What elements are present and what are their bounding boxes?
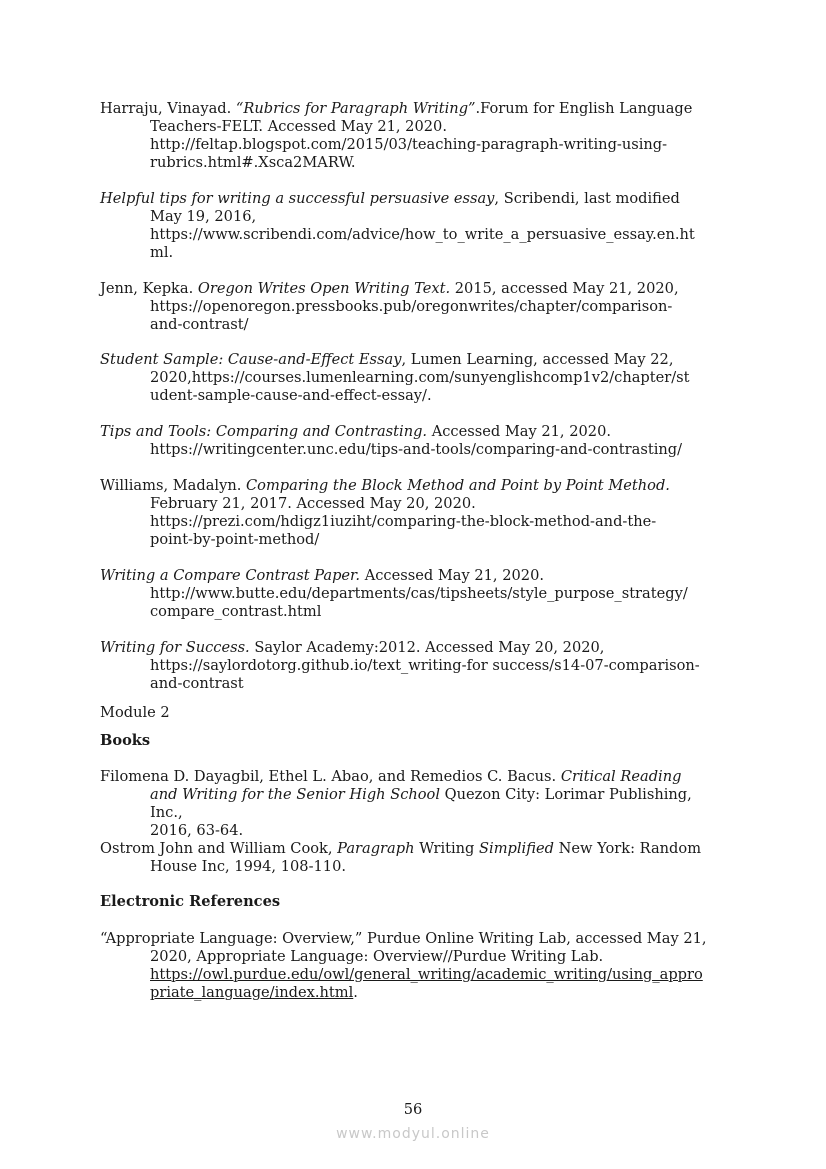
- reference-line: [100, 226, 728, 244]
- reference-text: https://www.scribendi.com/advice/how_to_write_a_persuasive_essay.en.ht: [150, 226, 695, 243]
- reference-line: [100, 675, 728, 693]
- reference-title: Student Sample: Cause-and-Effect Essay: [100, 351, 402, 368]
- reference-text: 2016, 63-64.: [150, 822, 244, 839]
- reference-line: [100, 190, 728, 208]
- reference-title: Critical Reading: [560, 768, 682, 785]
- reference-text: , Scribendi, last modified: [494, 190, 680, 207]
- reference-link[interactable]: https://owl.purdue.edu/owl/general_writing/academic_writing/using_appro: [150, 966, 703, 983]
- reference-text: Ostrom John and William Cook,: [100, 840, 338, 857]
- reference-text: and-contrast: [150, 675, 244, 692]
- reference-text: Harraju, Vinayad.: [100, 100, 236, 117]
- reference-line: [100, 441, 728, 459]
- reference-line: [100, 316, 728, 334]
- reference-line: [100, 984, 728, 1002]
- reference-line: [100, 244, 728, 262]
- reference-line: [100, 639, 728, 657]
- reference-line: [100, 477, 728, 495]
- reference-line: [100, 948, 728, 966]
- reference-text: New York: Random: [553, 840, 702, 857]
- reference-line: [100, 351, 728, 369]
- module-label: Module 2: [100, 704, 170, 721]
- reference-text: Quezon City: Lorimar Publishing, Inc.,: [150, 786, 692, 821]
- reference-title: Simplified: [479, 840, 554, 857]
- reference-line: [100, 423, 728, 441]
- reference-text: Saylor Academy:2012. Accessed May 20, 2020,: [249, 639, 605, 656]
- reference-text: February 21, 2017. Accessed May 20, 2020.: [150, 495, 476, 512]
- reference-text: 2015, accessed May 21, 2020,: [450, 280, 679, 297]
- reference-line: [100, 369, 728, 387]
- reference-entry: [100, 567, 728, 621]
- reference-text: Teachers-FELT. Accessed May 21, 2020.: [150, 118, 447, 135]
- reference-title: Comparing the Block Method and Point by Point Method.: [246, 477, 670, 494]
- reference-text: Accessed May 21, 2020.: [427, 423, 611, 440]
- reference-text: http://www.butte.edu/departments/cas/tipsheets/style_purpose_strategy/: [150, 585, 688, 602]
- reference-line: [100, 298, 728, 316]
- page-number: 56: [403, 1101, 423, 1118]
- reference-line: [100, 768, 728, 786]
- reference-text: 2020,https://courses.lumenlearning.com/sunyenglishcomp1v2/chapter/st: [150, 369, 690, 386]
- reference-title: Helpful tips for writing a successful persuasive essay: [100, 190, 495, 207]
- reference-title: Writing a Compare Contrast Paper.: [100, 567, 361, 584]
- reference-entry: [100, 351, 728, 405]
- reference-text: House Inc, 1994, 108-110.: [150, 858, 346, 875]
- reference-line: [100, 513, 728, 531]
- reference-text: .: [353, 984, 358, 1001]
- reference-line: [100, 585, 728, 603]
- reference-entry: [100, 639, 728, 693]
- reference-title: Paragraph: [337, 840, 415, 857]
- reference-text: and-contrast/: [150, 316, 249, 333]
- reference-title: Writing for Success.: [100, 639, 250, 656]
- reference-entry: [100, 768, 728, 840]
- reference-entry: [100, 423, 728, 459]
- reference-text: Jenn, Kepka.: [100, 280, 198, 297]
- reference-text: Writing: [414, 840, 480, 857]
- reference-text: Williams, Madalyn.: [100, 477, 246, 494]
- reference-text: ml.: [150, 244, 174, 261]
- reference-text: May 19, 2016,: [150, 208, 257, 225]
- reference-line: [100, 786, 728, 822]
- reference-text: “Appropriate Language: Overview,” Purdue Online Writing Lab, accessed May 21,: [100, 930, 707, 947]
- reference-line: [100, 136, 728, 154]
- reference-text: udent-sample-cause-and-effect-essay/.: [150, 387, 432, 404]
- reference-text: compare_contrast.html: [150, 603, 322, 620]
- reference-text: https://openoregon.pressbooks.pub/oregonwrites/chapter/comparison-: [150, 298, 673, 315]
- reference-line: [100, 208, 728, 226]
- reference-line: [100, 118, 728, 136]
- reference-text: http://feltap.blogspot.com/2015/03/teaching-paragraph-writing-using-: [150, 136, 668, 153]
- reference-text: https://saylordotorg.github.io/text_writing-for success/s14-07-comparison-: [150, 657, 700, 674]
- reference-text: https://writingcenter.unc.edu/tips-and-tools/comparing-and-contrasting/: [150, 441, 683, 458]
- reference-text: , Lumen Learning, accessed May 22,: [401, 351, 674, 368]
- reference-entry: [100, 190, 728, 262]
- reference-entry: [100, 930, 728, 1002]
- reference-line: [100, 657, 728, 675]
- watermark: www.modyul.online: [336, 1126, 490, 1142]
- reference-line: [100, 930, 728, 948]
- reference-text: Accessed May 21, 2020.: [360, 567, 544, 584]
- reference-line: [100, 966, 728, 984]
- reference-text: 2020, Appropriate Language: Overview//Purdue Writing Lab.: [150, 948, 604, 965]
- reference-text: Filomena D. Dayagbil, Ethel L. Abao, and Remedios C. Bacus.: [100, 768, 561, 785]
- books-heading: Books: [100, 732, 151, 749]
- reference-line: [100, 495, 728, 513]
- reference-entry: [100, 100, 728, 172]
- reference-title: Oregon Writes Open Writing Text.: [197, 280, 451, 297]
- reference-text: point-by-point-method/: [150, 531, 320, 548]
- reference-line: [100, 840, 728, 858]
- reference-line: [100, 822, 728, 840]
- reference-text: https://prezi.com/hdigz1iuziht/comparing-the-block-method-and-the-: [150, 513, 657, 530]
- reference-title: Tips and Tools: Comparing and Contrasting.: [100, 423, 428, 440]
- reference-line: [100, 280, 728, 298]
- reference-text: rubrics.html#.Xsca2MARW.: [150, 154, 356, 171]
- reference-line: [100, 567, 728, 585]
- reference-line: [100, 100, 728, 118]
- reference-entry: [100, 477, 728, 549]
- reference-line: [100, 858, 728, 876]
- reference-line: [100, 603, 728, 621]
- reference-line: [100, 531, 728, 549]
- reference-entry: [100, 840, 728, 876]
- reference-entry: [100, 280, 728, 334]
- electronic-references-heading: Electronic References: [100, 893, 281, 910]
- reference-line: [100, 387, 728, 405]
- reference-link[interactable]: priate_language/index.html: [150, 984, 354, 1001]
- reference-title: “Rubrics for Paragraph Writing”: [235, 100, 476, 117]
- reference-title: and Writing for the Senior High School: [150, 786, 441, 803]
- reference-text: .Forum for English Language: [475, 100, 693, 117]
- reference-line: [100, 154, 728, 172]
